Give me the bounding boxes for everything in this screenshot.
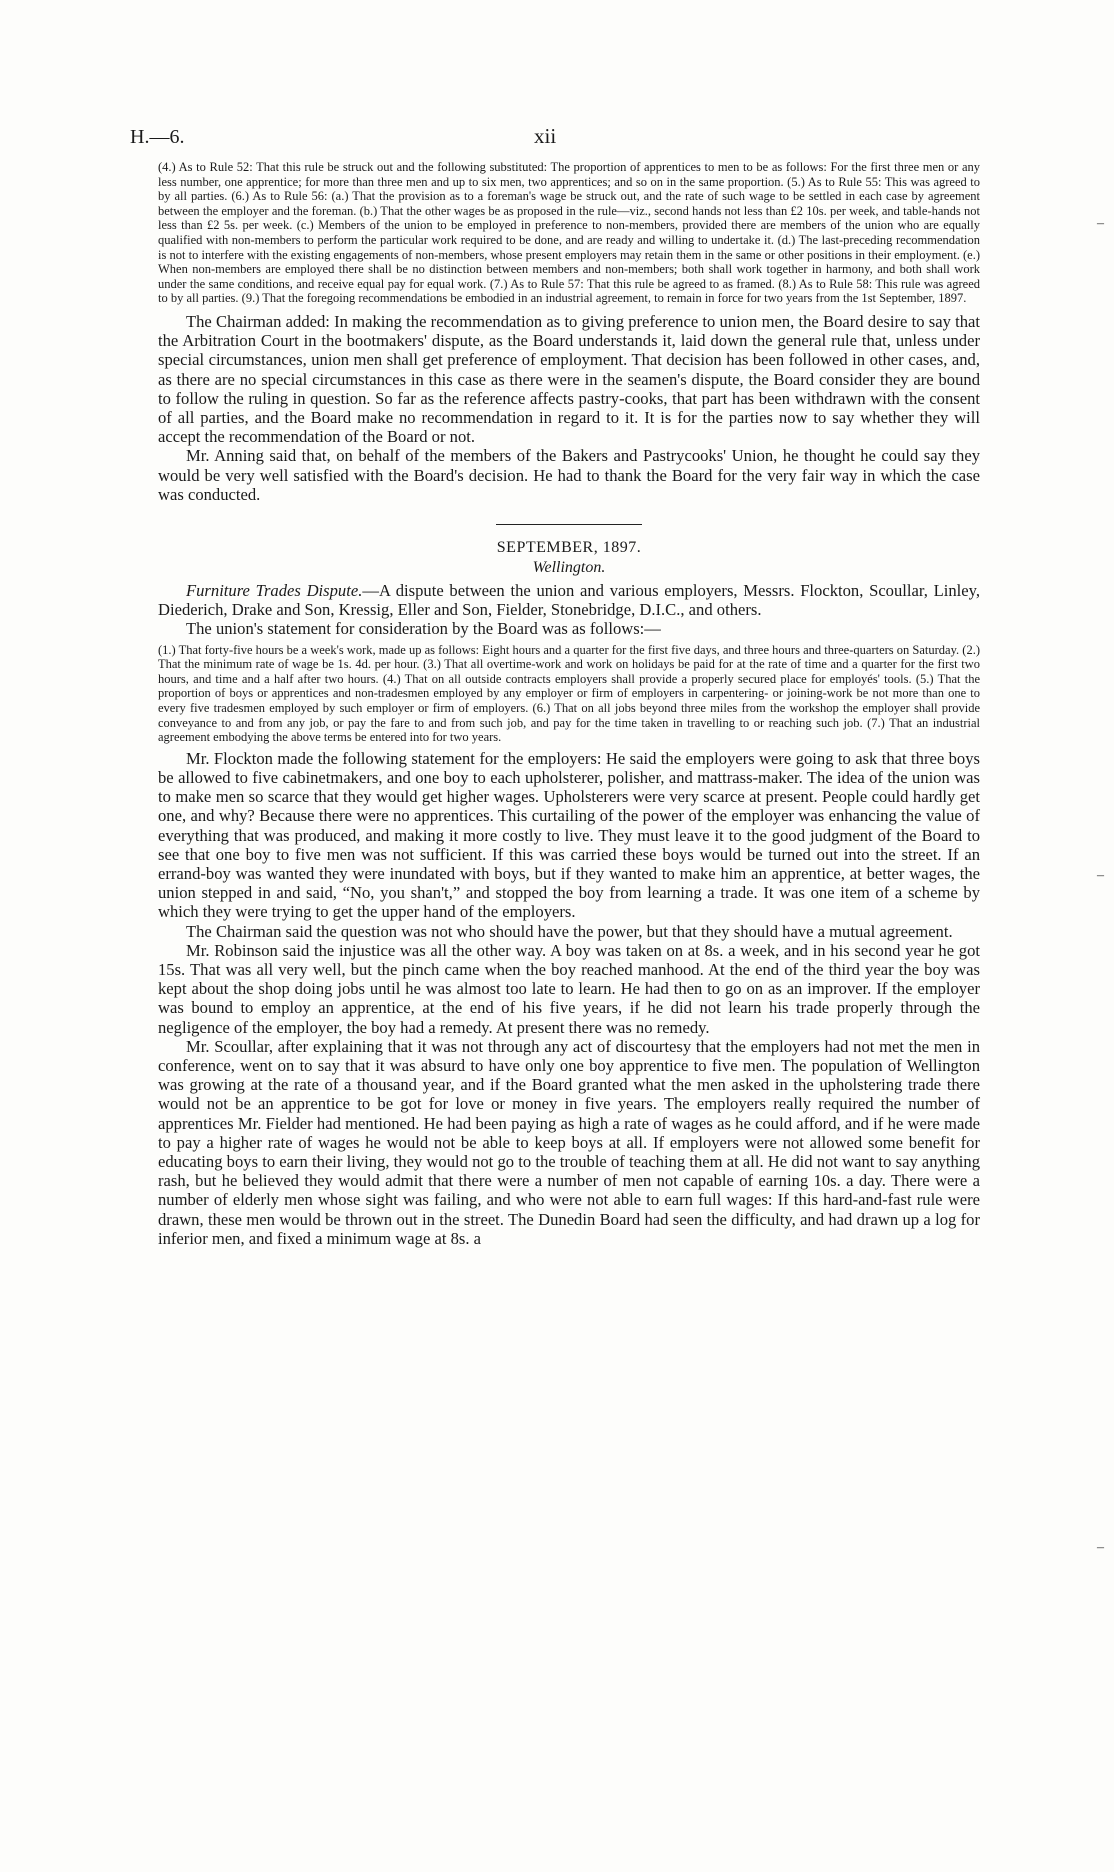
page-number: xii bbox=[534, 124, 557, 148]
section-divider bbox=[496, 524, 642, 525]
page-header bbox=[130, 120, 980, 160]
union-statement-text: (1.) That forty-five hours be a week's work, made up as follows: Eight hours and a quarter for the first five days, and three hours and three-quarters on Saturday. (2.) That the minimum rate of wage be 1s. 4d. per hour. (3.) That all overtime-work and work on holidays be paid for at the rate of time and a quarter for the first two hours, and time and a half after two hours. (4.) That on all outside contracts employers shall provide a properly secured place for employés' tools. (5.) That the proportion of boys or apprentices and non-tradesmen employed by any employer or firm of employers in carpentering- or joining-work be not more than one to every five tradesmen employed by such employer or firm of employers. (6.) That on all jobs beyond three miles from the workshop the employer shall provide conveyance to and from any job, or pay the fare to and from such job, and pay for the time taken in travelling to or reaching such job. (7.) That an industrial agreement embodying the above terms be entered into for two years. bbox=[158, 642, 980, 745]
document-page bbox=[130, 120, 980, 1248]
flockton-paragraph: Mr. Flockton made the following statement for the employers: He said the employers were going to ask that three boys be allowed to five cabinetmakers, and one boy to each upholsterer, polisher, and mattrass-maker. The idea of the union was to make men so scarce that they would get higher wages. Upholsterers were very scarce at present. People could hardly get one, and why? Because there were no apprentices. This curtailing of the power of the employer was enhancing the value of everything that was produced, and making it more costly to live. They must leave it to the good judgment of the Board to see that one boy to five men was not sufficient. If this was carried these boys would be turned out into the street. If an errand-boy was wanted they were inundated with boys, but if they wanted to make him an apprentice, at better wages, the union stepped in and said, “No, you shan't,” and stopped the boy from learning a trade. It was one item of a scheme by which they were trying to get the upper hand of the employers. bbox=[158, 748, 980, 922]
dispute-text: —A dispute between the union and various employers, Messrs. Flockton, Scoullar, Linley, Diederich, Drake and Son, Kressig, Eller and Son, Fielder, Stonebridge, D.I.C., and others. bbox=[158, 580, 980, 620]
margin-mark: – bbox=[1097, 216, 1104, 231]
dispute-title: Furniture Trades Dispute. bbox=[186, 580, 363, 600]
margin-mark: – bbox=[1097, 868, 1104, 883]
section-heading: SEPTEMBER, 1897. bbox=[496, 538, 642, 556]
section-place: Wellington. bbox=[532, 558, 606, 576]
scoullar-paragraph: Mr. Scoullar, after explaining that it was not through any act of discourtesy that the employers had not met the men in conference, went on to say that it was absurd to have only one boy apprentice to five men. The population of Wellington was growing at the rate of a thousand year, and if the Board granted what the men asked in the upholstering trade there would not be an apprentice to be got for love or money in five years. The employers really required the number of apprentices Mr. Fielder had mentioned. He had been paying as high a rate of wages as he could afford, and if he were made to pay a higher rate of wages he would not be able to keep boys at all. If employers were not allowed some benefit for educating boys to earn their living, they would not go to the trouble of teaching them at all. He did not want to say anything rash, but he believed they would admit that there were a number of men not capable of earning 10s. a day. There were a number of elderly men whose sight was failing, and who were not able to earn full wages: If this hard-and-fast rule were drawn, these men would be thrown out in the street. The Dunedin Board had seen the difficulty, and had drawn up a log for inferior men, and fixed a minimum wage at 8s. a bbox=[158, 1036, 980, 1248]
dispute-paragraph bbox=[158, 581, 980, 619]
recommendations-text: (4.) As to Rule 52: That this rule be struck out and the following substituted: The proportion of apprentices to men to be as follows: For the first three men or any less number, one apprentice; for more than three men and up to six men, two apprentices; and so on in the same proportion. (5.) As to Rule 55: This was agreed to by all parties. (6.) As to Rule 56: (a.) That the provision as to a foreman's wage be struck out, and the rate of such wage to be settled in each case by agreement between the employer and the foreman. (b.) That the other wages be as proposed in the rule—viz., second hands not less than £2 10s. per week, and table-hands not less than £2 5s. per week. (c.) Members of the union to be employed in preference to non-members, provided there are members of the union who are equally qualified with non-members to perform the particular work required to be done, and are ready and willing to undertake it. (d.) The last-preceding recommendation is not to interfere with the existing engagements of non-members, whose present employers may retain them in the same or other positions in their employment. (e.) When non-members are employed there shall be no distinction between members and non-members; both shall work together in harmony, and both shall work under the same conditions, and receive equal pay for equal work. (7.) As to Rule 57: That this rule be agreed to as framed. (8.) As to Rule 58: This rule was agreed to by all parties. (9.) That the foregoing recommendations be embodied in an industrial agreement, to remain in force for two years from the 1st September, 1897. bbox=[158, 160, 980, 306]
union-statement-intro: The union's statement for consideration by the Board was as follows:— bbox=[186, 619, 661, 639]
robinson-paragraph: Mr. Robinson said the injustice was all the other way. A boy was taken on at 8s. a week, and in his second year he got 15s. That was all very well, but the pinch came when the boy reached manhood. At the end of the third year the boy was kept about the shop doing jobs until he was almost too late to learn. He had then to go on as an improver. If the employer was bound to employ an apprentice, at the end of his five years, if he did not learn his trade properly through the negligence of the employer, the boy had a remedy. At present there was no remedy. bbox=[158, 940, 980, 1037]
chairman-added-paragraph: The Chairman added: In making the recommendation as to giving preference to union men, the Board desire to say that the Arbitration Court in the bootmakers' dispute, as the Board understands it, laid down the general rule that, unless under special circumstances, union men shall get preference of employment. That decision has been followed in other cases, and, as there are no special circumstances in this case as there were in the seamen's dispute, the Board consider they are bound to follow the ruling in question. So far as the reference affects pastry-cooks, that part has been withdrawn with the consent of all parties, and the Board make no recommendation in regard to it. It is for the parties now to say whether they will accept the recommendation of the Board or not. bbox=[158, 311, 980, 447]
document-reference: H.—6. bbox=[130, 126, 185, 148]
anning-paragraph: Mr. Anning said that, on behalf of the members of the Bakers and Pastrycooks' Union, he thought he could say they would be very well satisfied with the Board's decision. He had to thank the Board for the very fair way in which the case was conducted. bbox=[158, 446, 980, 504]
margin-mark: – bbox=[1097, 1540, 1104, 1555]
chairman-said-paragraph: The Chairman said the question was not who should have the power, but that they should have a mutual agreement. bbox=[186, 921, 953, 941]
